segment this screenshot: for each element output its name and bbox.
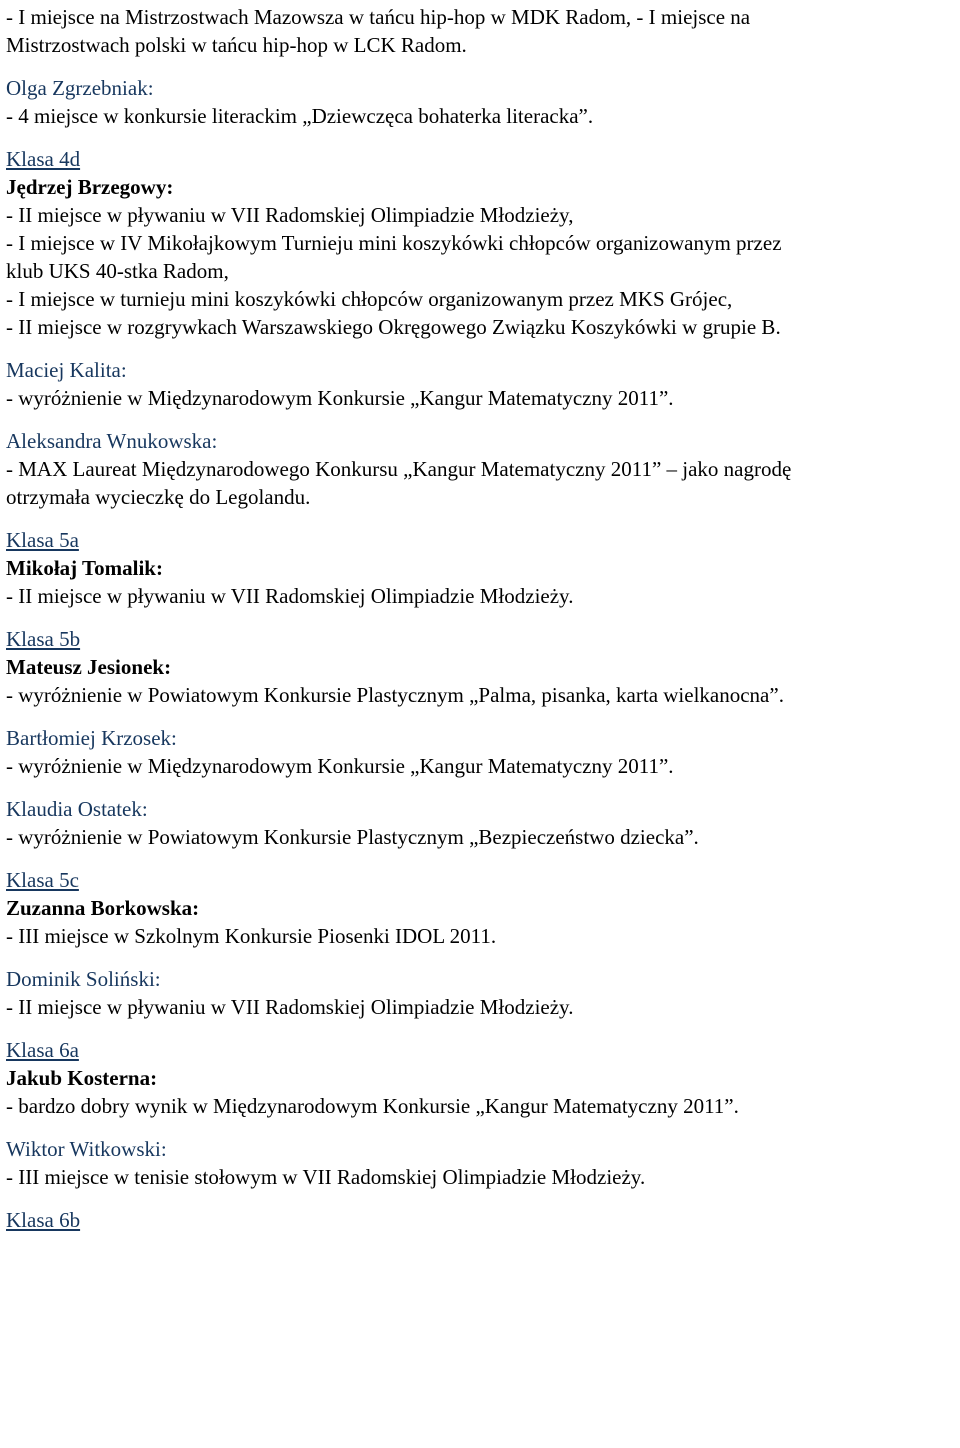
student-name: Klaudia Ostatek: (6, 797, 148, 821)
achievement-line: - I miejsce w IV Mikołajkowym Turnieju mini koszykówki chłopców organizowanym przez (6, 231, 782, 255)
achievement-line: - wyróżnienie w Międzynarodowym Konkursie „Kangur Matematyczny 2011”. (6, 386, 674, 410)
achievement-line: - wyróżnienie w Powiatowym Konkursie Plastycznym „Palma, pisanka, karta wielkanocna”. (6, 683, 784, 707)
achievement-line: - II miejsce w pływaniu w VII Radomskiej Olimpiadzie Młodzieży. (6, 995, 574, 1019)
student-name: Wiktor Witkowski: (6, 1137, 167, 1161)
achievement-line: - III miejsce w tenisie stołowym w VII Radomskiej Olimpiadzie Młodzieży. (6, 1165, 646, 1189)
achievement-line: - wyróżnienie w Międzynarodowym Konkursie „Kangur Matematyczny 2011”. (6, 754, 674, 778)
student-name: Maciej Kalita: (6, 358, 127, 382)
student-name: Jędrzej Brzegowy: (6, 175, 174, 199)
achievement-line: - 4 miejsce w konkursie literackim „Dziewczęca bohaterka literacka”. (6, 104, 594, 128)
achievement-line: Mistrzostwach polski w tańcu hip-hop w LCK Radom. (6, 33, 467, 57)
student-name: Olga Zgrzebniak: (6, 76, 154, 100)
achievement-line: otrzymała wycieczkę do Legolandu. (6, 485, 311, 509)
achievement-line: klub UKS 40-stka Radom, (6, 259, 229, 283)
class-heading: Klasa 5a (6, 528, 79, 552)
student-name: Aleksandra Wnukowska: (6, 429, 218, 453)
achievement-line: - III miejsce w Szkolnym Konkursie Piosenki IDOL 2011. (6, 924, 497, 948)
class-heading: Klasa 5c (6, 868, 79, 892)
student-name: Dominik Soliński: (6, 967, 161, 991)
student-name: Mikołaj Tomalik: (6, 556, 163, 580)
achievement-line: - I miejsce w turnieju mini koszykówki chłopców organizowanym przez MKS Grójec, (6, 287, 733, 311)
achievement-line: - II miejsce w rozgrywkach Warszawskiego Okręgowego Związku Koszykówki w grupie B. (6, 315, 781, 339)
student-name: Mateusz Jesionek: (6, 655, 172, 679)
student-name: Zuzanna Borkowska: (6, 896, 200, 920)
class-heading: Klasa 5b (6, 627, 81, 651)
achievement-line: - I miejsce na Mistrzostwach Mazowsza w tańcu hip-hop w MDK Radom, - I miejsce na (6, 5, 751, 29)
achievement-line: - wyróżnienie w Powiatowym Konkursie Plastycznym „Bezpieczeństwo dziecka”. (6, 825, 699, 849)
achievement-line: - bardzo dobry wynik w Międzynarodowym Konkursie „Kangur Matematyczny 2011”. (6, 1094, 739, 1118)
achievement-line: - MAX Laureat Międzynarodowego Konkursu „Kangur Matematyczny 2011” – jako nagrodę (6, 457, 792, 481)
class-heading: Klasa 4d (6, 147, 81, 171)
achievement-line: - II miejsce w pływaniu w VII Radomskiej Olimpiadzie Młodzieży, (6, 203, 574, 227)
class-heading: Klasa 6b (6, 1208, 81, 1232)
document-page (6, 0, 954, 1234)
class-heading: Klasa 6a (6, 1038, 79, 1062)
student-name: Jakub Kosterna: (6, 1066, 158, 1090)
student-name: Bartłomiej Krzosek: (6, 726, 177, 750)
achievement-line: - II miejsce w pływaniu w VII Radomskiej Olimpiadzie Młodzieży. (6, 584, 574, 608)
